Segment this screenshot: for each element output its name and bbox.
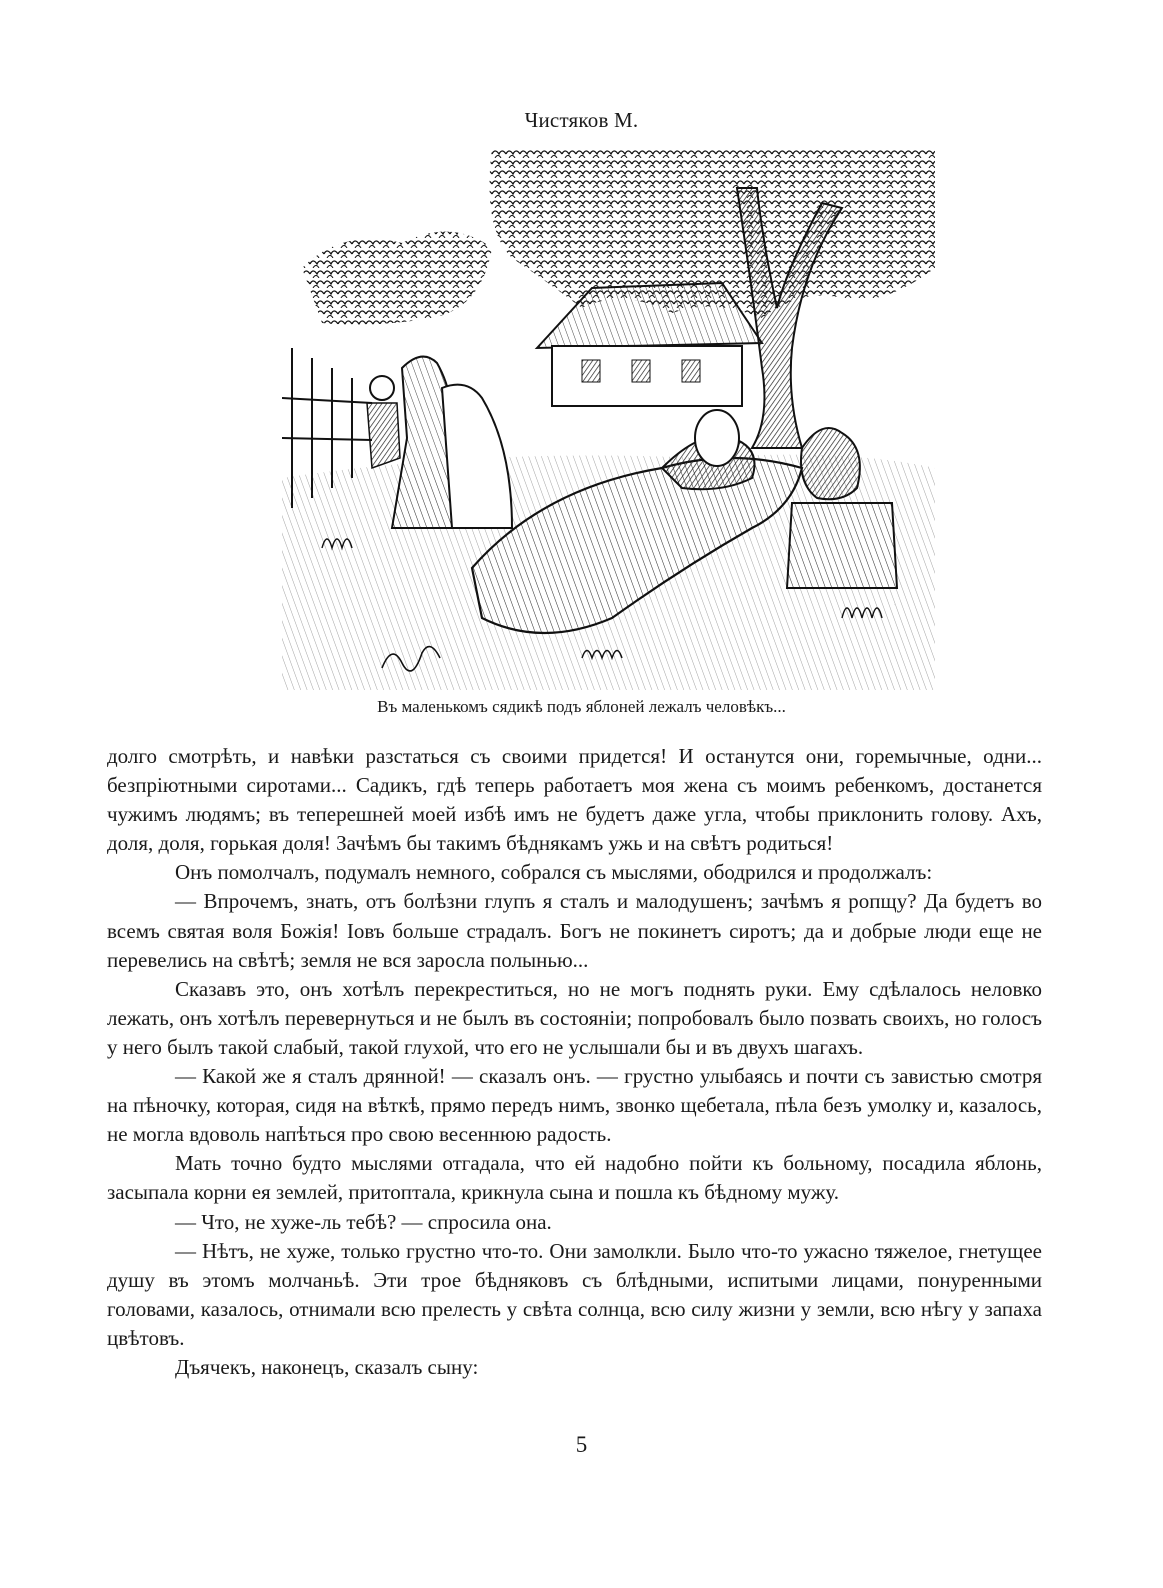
- engraving-illustration: [282, 148, 935, 690]
- paragraph: Мать точно будто мыслями отгадала, что ей надобно пойти къ больному, посадила яблонь, засыпала корни ея землей, притоптала, крикнула сына и пошла къ бѣдному мужу.: [107, 1151, 1042, 1205]
- paragraph: — Что, не хуже-ль тебѣ? — спросила она.: [175, 1209, 552, 1234]
- paragraph: Дъячекъ, наконецъ, сказалъ сыну:: [175, 1354, 479, 1379]
- paragraph: — Нѣтъ, не хуже, только грустно что-то. Они замолкли. Было что-то ужасно тяжелое, гнетущее душу въ этомъ молчаньѣ. Эти трое бѣдняковъ съ блѣдными, испитыми лицами, понуренными головами, казалось, отнимали всю прелесть у свѣта солнца, всю силу жизни у земли, всю нѣгу у запаха цвѣтовъ.: [107, 1238, 1042, 1350]
- paragraph: — Впрочемъ, знать, отъ болѣзни глупъ я сталъ и малодушенъ; зачѣмъ я ропщу? Да будетъ во всемъ святая воля Божія! Іовъ больше страдалъ. Богъ не покинетъ сиротъ; да и добрые люди еще не перевелись на свѣтѣ; земля не вся заросла полынью...: [107, 889, 1042, 972]
- page-number-value: 5: [575, 1432, 588, 1457]
- paragraph: Онъ помолчалъ, подумалъ немного, собрался съ мыслями, ободрился и продолжалъ:: [175, 860, 933, 885]
- engraving-drawing: [282, 148, 935, 690]
- paragraph: долго смотрѣть, и навѣки разстаться съ своими придется! И останутся они, горемычные, одни... безпріютными сиротами... Садикъ, гдѣ теперь работаетъ моя жена съ моимъ ребенкомъ, достанется чужимъ людямъ; въ теперешней моей избѣ имъ не будетъ даже угла, чтобы приклонить голову. Ахъ, доля, доля, горькая доля! Зачѣмъ бы такимъ бѣднякамъ ужь и на свѣтъ родиться!: [107, 744, 1042, 856]
- illustration-caption: [0, 697, 1163, 717]
- caption-text: Въ маленькомъ сядикѣ подъ яблоней лежалъ человѣкъ...: [377, 697, 786, 716]
- running-header: [0, 108, 1163, 133]
- paragraph: — Какой же я сталъ дрянной! — сказалъ онъ. — грустно улыбаясь и почти съ завистью смотря на пѣночку, которая, сидя на вѣткѣ, прямо передъ нимъ, звонко щебетала, пѣла безъ умолку и, казалось, не могла вдоволь напѣться про свою весеннюю радость.: [107, 1064, 1042, 1147]
- header-author: Чистяков М.: [524, 108, 639, 132]
- page-number: [0, 1432, 1163, 1458]
- body-text: [107, 742, 1042, 1382]
- paragraph: Сказавъ это, онъ хотѣлъ перекреститься, но не могъ поднять руки. Ему сдѣлалось неловко лежать, онъ хотѣлъ перевернуться и не былъ въ состояніи; попробовалъ было позвать своихъ, но голосъ у него былъ такой слабый, такой глухой, что его не услышали бы и въ двухъ шагахъ.: [107, 976, 1042, 1059]
